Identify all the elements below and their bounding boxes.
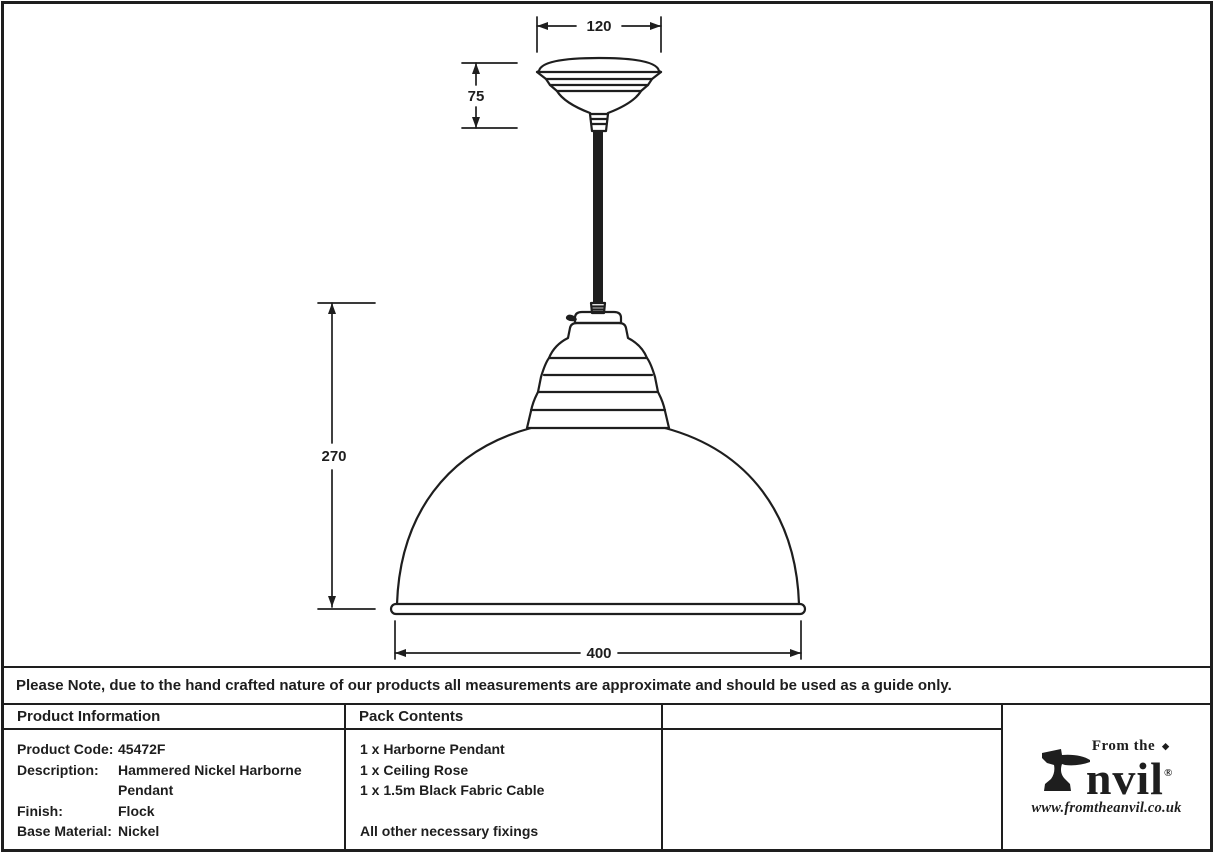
logo-anvil-text: nvil (1085, 752, 1164, 804)
measurement-note-text: Please Note, due to the hand crafted nature of our products all measurements are approximate and should be used as a guide only. (16, 677, 952, 694)
product-code-label: Product Code: (17, 741, 114, 757)
logo-anvil-line (1085, 752, 1174, 804)
description-label: Description: (17, 761, 99, 778)
product-code-value: 45472F (118, 741, 166, 757)
ceiling-rose-drawing (537, 58, 661, 131)
dim-label-rose-width: 120 (586, 18, 612, 35)
product-info-row (17, 821, 344, 842)
product-info-header: Product Information (4, 705, 346, 730)
finish-value: Flock (118, 802, 155, 819)
fabric-cable-drawing (593, 131, 603, 303)
product-info-row (17, 801, 344, 822)
dim-label-pendant-height: 270 (321, 448, 347, 465)
dim-label-shade-width: 400 (586, 645, 612, 662)
base-material-value: Nickel (118, 823, 160, 839)
dimension-lines (318, 17, 801, 659)
from-the-anvil-logo (1031, 738, 1181, 817)
shade-dome-drawing (391, 428, 805, 614)
product-info-row (17, 760, 344, 801)
empty-body-cell (663, 730, 1003, 849)
empty-header-cell (663, 705, 1003, 730)
pendant-technical-drawing (4, 4, 1210, 666)
logo-cell (1003, 705, 1210, 849)
base-material-label: Base Material: (17, 823, 112, 839)
product-info-row (17, 739, 344, 760)
spec-table (4, 705, 1210, 849)
pack-item: 1 x 1.5m Black Fabric Cable (360, 782, 545, 798)
logo-website: www.fromtheanvil.co.uk (1031, 799, 1182, 816)
registered-trademark-mark: ® (1163, 766, 1174, 779)
product-info-cell (4, 730, 346, 849)
dim-label-rose-height: 75 (467, 88, 485, 105)
finish-label: Finish: (17, 802, 63, 819)
logo-from-the-text: From the (1091, 737, 1156, 754)
pack-contents-header: Pack Contents (346, 705, 663, 730)
pack-item: 1 x Harborne Pendant (360, 741, 505, 757)
pack-contents-cell (346, 730, 663, 849)
pack-item: 1 x Ceiling Rose (360, 761, 469, 778)
shade-cap-drawing (527, 312, 669, 428)
pack-contents-footer: All other necessary fixings (360, 822, 539, 839)
diamond-icon: ◆ (1162, 740, 1170, 751)
anvil-a-icon (1040, 745, 1092, 795)
measurement-note-bar (4, 666, 1210, 705)
description-value: Hammered Nickel Harborne Pendant (118, 761, 302, 798)
